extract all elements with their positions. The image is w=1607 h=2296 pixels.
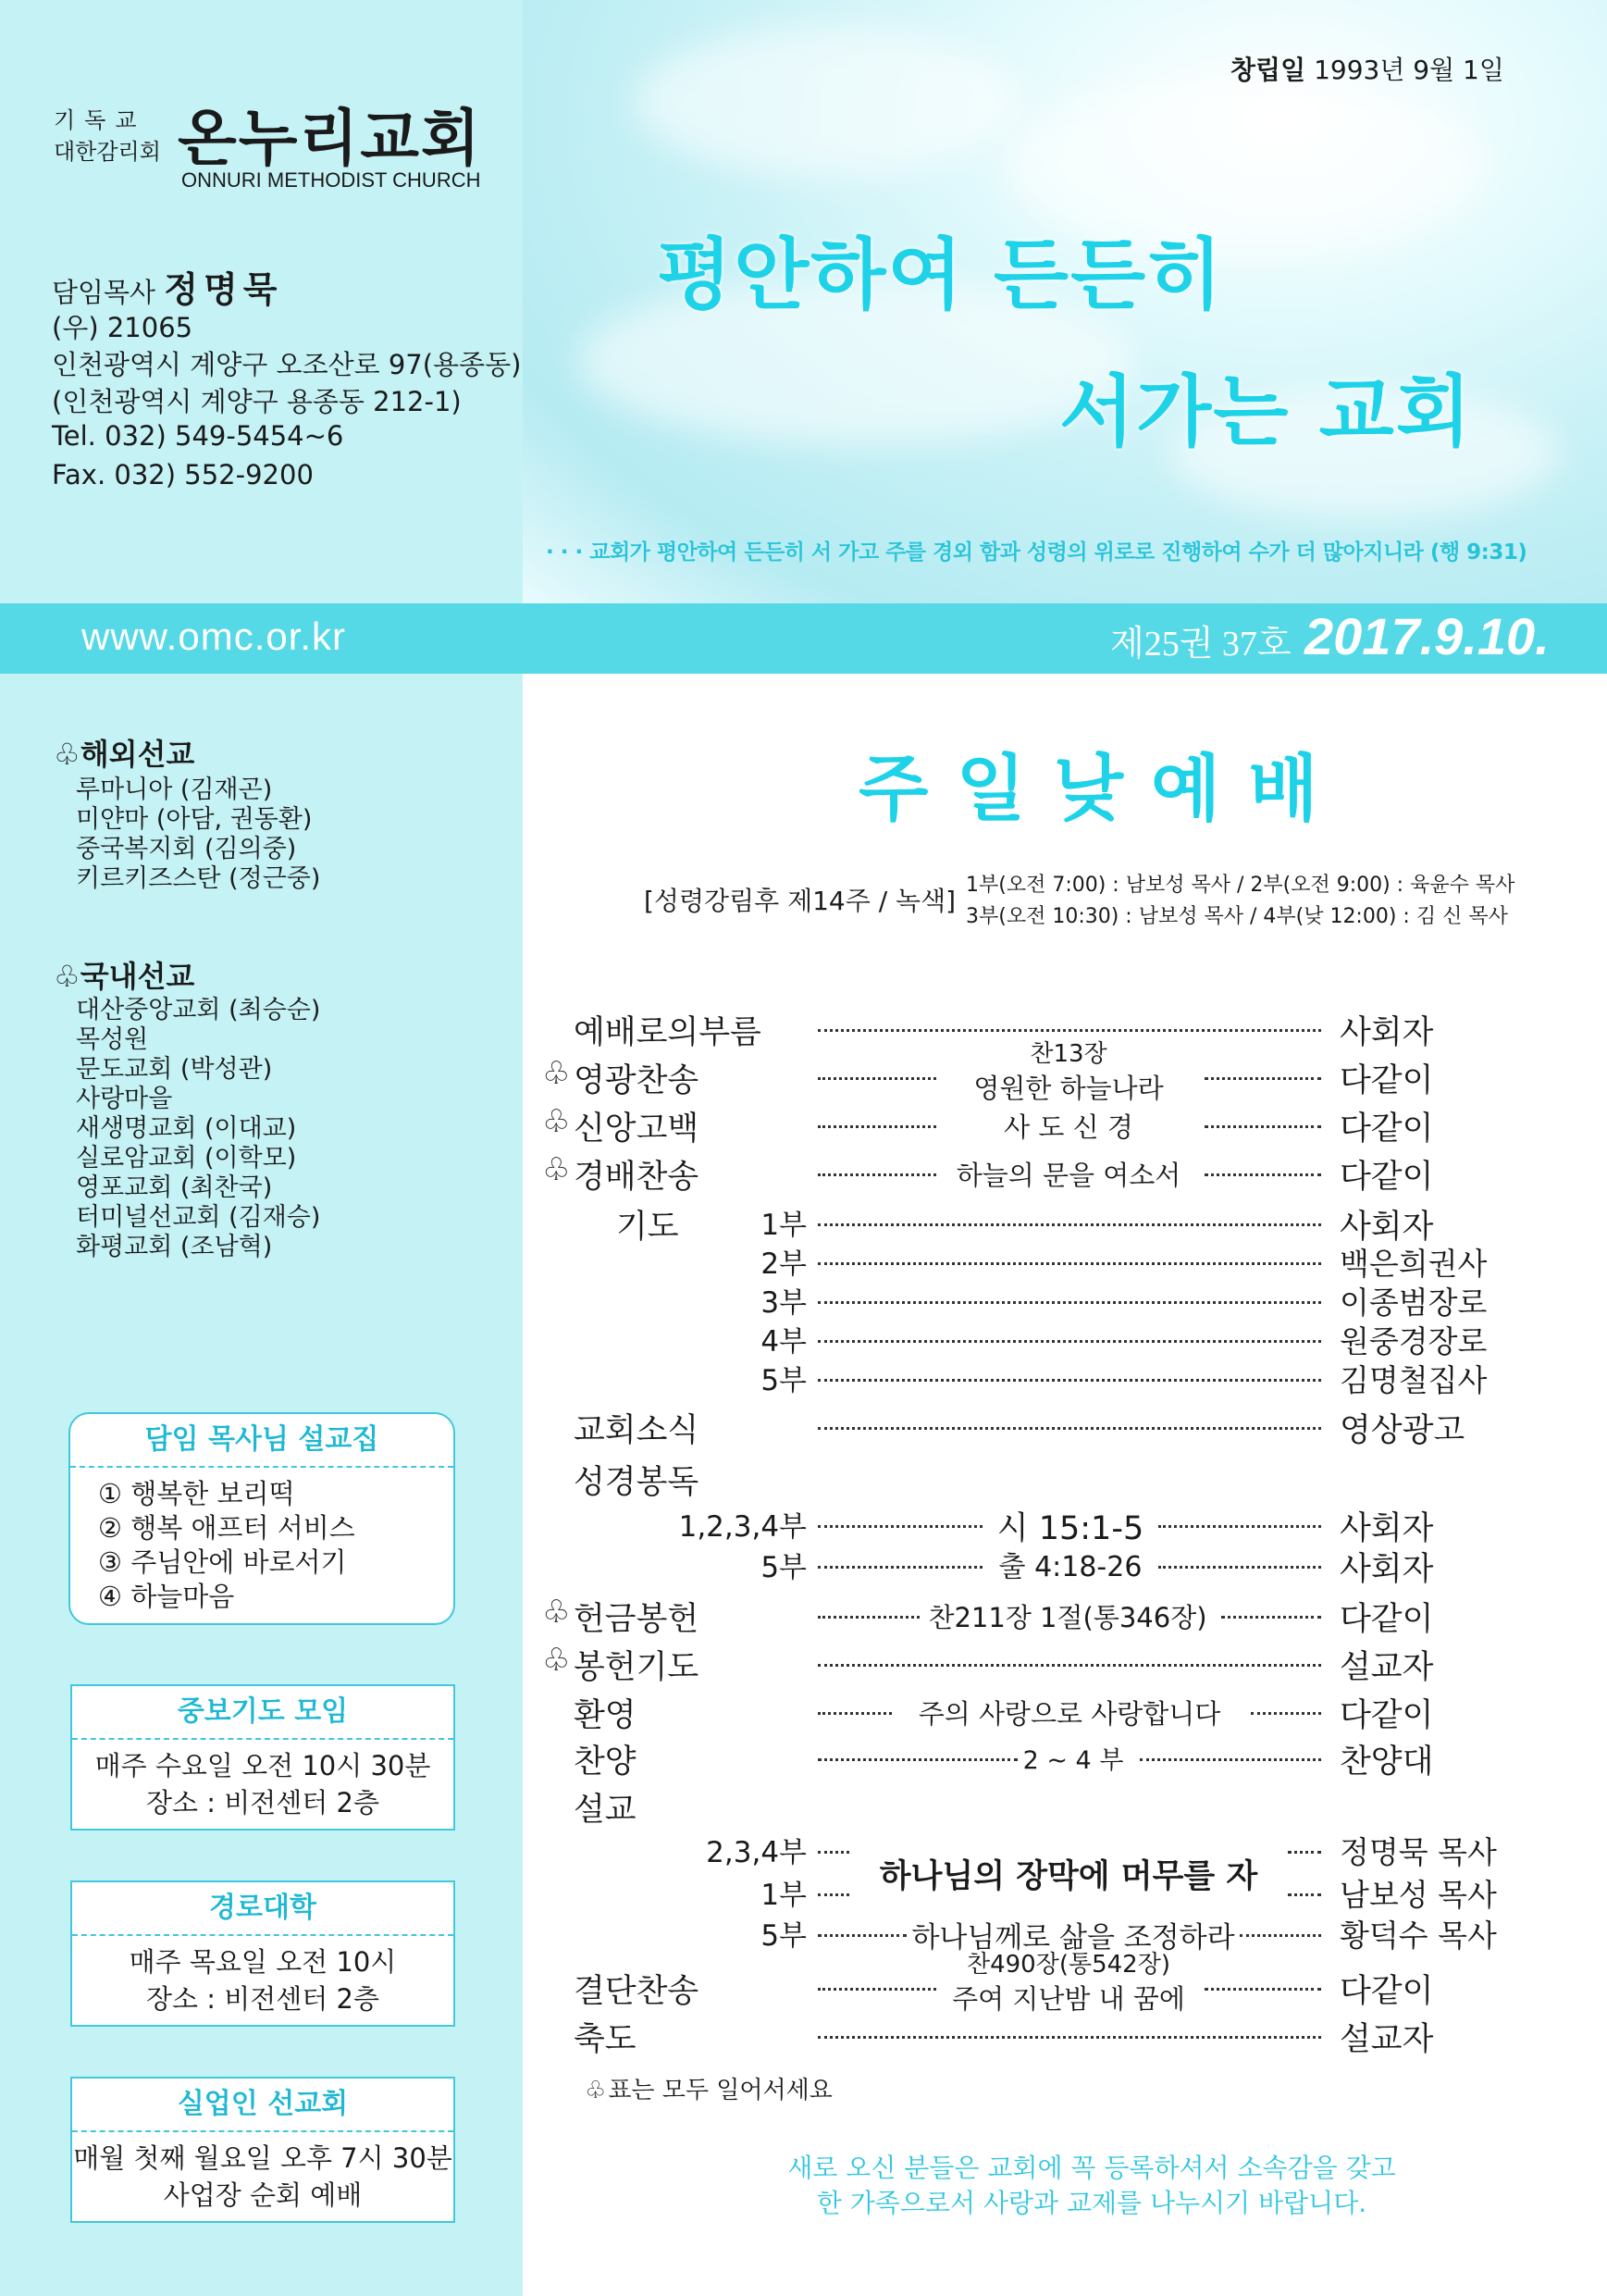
address-1: 인천광역시 계양구 오조산로 97(용종동) [52, 349, 522, 380]
list-item: ③ 주님안에 바로서기 [98, 1546, 347, 1578]
sermon-books-title: 담임 목사님 설교집 [70, 1414, 453, 1468]
standing-note: ♧ 표는 모두 일어서세요 [585, 2071, 833, 2105]
website-url[interactable]: www.omc.or.kr [81, 614, 347, 658]
tel: Tel. 032) 549-5454~6 [52, 420, 344, 452]
order-sermon-3: 5부 하나님께로 삶을 조정하라 황덕수 목사 [760, 1917, 1497, 1955]
overseas-missions-title: ♧해외선교 [54, 737, 195, 772]
fax: Fax. 032) 552-9200 [52, 459, 314, 490]
order-hymn-worship: ♧ 경배찬송 하늘의 문을 여소서 다같이 [0, 1151, 1607, 1194]
slogan-line-1: 평안하여 든든히 [657, 230, 1225, 320]
service-times-1: 1부(오전 7:00) : 남보성 목사 / 2부(오전 9:00) : 육윤수 목사 [966, 874, 1515, 897]
order-prayer-4: 4부 원중경장로 [760, 1323, 1488, 1359]
pastor-name: 정명묵 [164, 269, 283, 310]
order-scripture-2: 5부 출 4:18-26 사회자 [760, 1551, 1434, 1588]
postal-code: (우) 21065 [52, 312, 193, 343]
senior-college-title: 경로대학 [72, 1882, 453, 1936]
issue-date: 2017.9.10. [1304, 607, 1550, 665]
senior-college-place: 장소 : 비전센터 2층 [146, 1983, 379, 2015]
domestic-missions-title: ♧국내선교 [54, 959, 195, 994]
address-2: (인천광역시 계양구 용종동 212-1) [52, 386, 462, 417]
list-item: 실로암교회 (이학모) [76, 1144, 297, 1173]
list-item: 새생명교회 (이대교) [76, 1114, 297, 1143]
issue-volume: 제25권 37호 [1110, 625, 1292, 664]
order-sermon: 설교 [574, 1792, 637, 1829]
list-item: 대산중앙교회 (최승순) [76, 996, 321, 1024]
pastor-line: 담임목사 정명묵 [52, 269, 283, 310]
footer-line-2: 한 가족으로서 사랑과 교제를 나누시기 바랍니다. [816, 2188, 1367, 2218]
list-item: 문도교회 (박성관) [76, 1055, 273, 1084]
sermon-title: 하나님의 장막에 머무를 자 [879, 1858, 1258, 1895]
denomination-2: 대한감리회 [54, 139, 161, 165]
overseas-missions-list [76, 776, 320, 894]
founded-date: 창립일 1993년 9월 1일 [1230, 55, 1504, 85]
prayer-meeting-time: 매주 수요일 오전 10시 30분 [94, 1750, 431, 1781]
order-sermon-2: 1부 남보성 목사 [760, 1877, 1497, 1913]
list-item: 중국복지회 (김의중) [76, 835, 297, 863]
order-creed: ♧ 신앙고백 사 도 신 경 다같이 [0, 1103, 1607, 1146]
church-name-en: ONNURI METHODIST CHURCH [181, 168, 481, 192]
senior-college-time: 매주 목요일 오전 10시 [129, 1946, 397, 1978]
order-sermon-1: 2,3,4부 하나님의 장막에 머무를 자 정명묵 목사 [706, 1834, 1497, 1895]
slogan-line-2: 서가는 교회 [1059, 366, 1473, 457]
church-name: 온누리교회 [178, 103, 482, 174]
order-benediction: 축도 설교자 [574, 2021, 1434, 2058]
list-item: 터미널선교회 (김재승) [76, 1203, 321, 1232]
order-choir: 찬양 2 ~ 4 부 찬양대 [574, 1744, 1434, 1781]
order-closing-hymn: 결단찬송 찬490장(통542장) 주여 지난밤 내 꿈에 다같이 [574, 1951, 1434, 2015]
order-call: 예배로의부름 사회자 [574, 1014, 1434, 1051]
footer-line-1: 새로 오신 분들은 교회에 꼭 등록하셔서 소속감을 갖고 [787, 2153, 1396, 2183]
list-item: 목성원 [76, 1025, 149, 1054]
order-offering-prayer: ♧ 봉헌기도 설교자 [0, 1642, 1607, 1684]
list-item: 영포교회 (최찬국) [76, 1173, 273, 1202]
scripture-verse: · · · 교회가 평안하여 든든히 서 가고 주를 경외 함과 성령의 위로로 진행하여 수가 더 많아지니라 (행 9:31) [546, 540, 1527, 565]
list-item: 키르키즈스탄 (정근중) [76, 864, 321, 893]
order-welcome: 환영 주의 사랑으로 사랑합니다 다같이 [574, 1697, 1434, 1734]
order-prayer: 기도 1부 사회자 [616, 1209, 1434, 1246]
service-title: 주일낮예배 [859, 748, 1346, 831]
list-item: 루마니아 (김재곤) [76, 776, 273, 804]
list-item: 사랑마을 [76, 1085, 173, 1113]
business-mission-time: 매월 첫째 월요일 오후 7시 30분 [73, 2142, 452, 2174]
list-item: 미얀마 (아담, 권동환) [76, 805, 313, 834]
order-prayer-3: 3부 이종범장로 [760, 1285, 1488, 1321]
denomination-1: 기독교 [54, 107, 146, 133]
list-item: ④ 하늘마음 [98, 1581, 235, 1612]
service-times [966, 870, 1514, 933]
club-icon: ♧ [54, 737, 80, 772]
list-item: ② 행복 애프터 서비스 [98, 1512, 355, 1544]
list-item: ① 행복한 보리떡 [98, 1478, 295, 1509]
service-times-2: 3부(오전 10:30) : 남보성 목사 / 4부(낮 12:00) : 김 신 목사 [966, 905, 1508, 928]
club-icon: ♧ [54, 959, 80, 994]
order-news: 교회소식 영상광고 [574, 1412, 1465, 1449]
list-item: 화평교회 (조남혁) [76, 1233, 273, 1261]
prayer-meeting-title: 중보기도 모임 [72, 1686, 453, 1740]
order-scripture: 성경봉독 [574, 1464, 699, 1501]
business-mission-box [70, 2077, 455, 2223]
order-prayer-5: 5부 김명철집사 [760, 1362, 1488, 1398]
order-hymn-praise: ♧ 영광찬송 찬13장 영원한 하늘나라 다같이 [0, 1055, 1607, 1098]
order-prayer-2: 2부 백은희권사 [760, 1246, 1488, 1282]
order-scripture-1: 1,2,3,4부 시 15:1-5 사회자 [678, 1510, 1434, 1547]
welcome-footer [759, 2151, 1425, 2221]
order-offering: ♧ 헌금봉헌 찬211장 1절(통346장) 다같이 [0, 1594, 1607, 1636]
prayer-meeting-place: 장소 : 비전센터 2층 [146, 1787, 379, 1818]
business-mission-title: 실업인 선교회 [72, 2079, 453, 2132]
business-mission-detail: 사업장 순회 예배 [163, 2179, 363, 2211]
liturgical-season: [성령강림후 제14주 / 녹색] [644, 886, 957, 916]
